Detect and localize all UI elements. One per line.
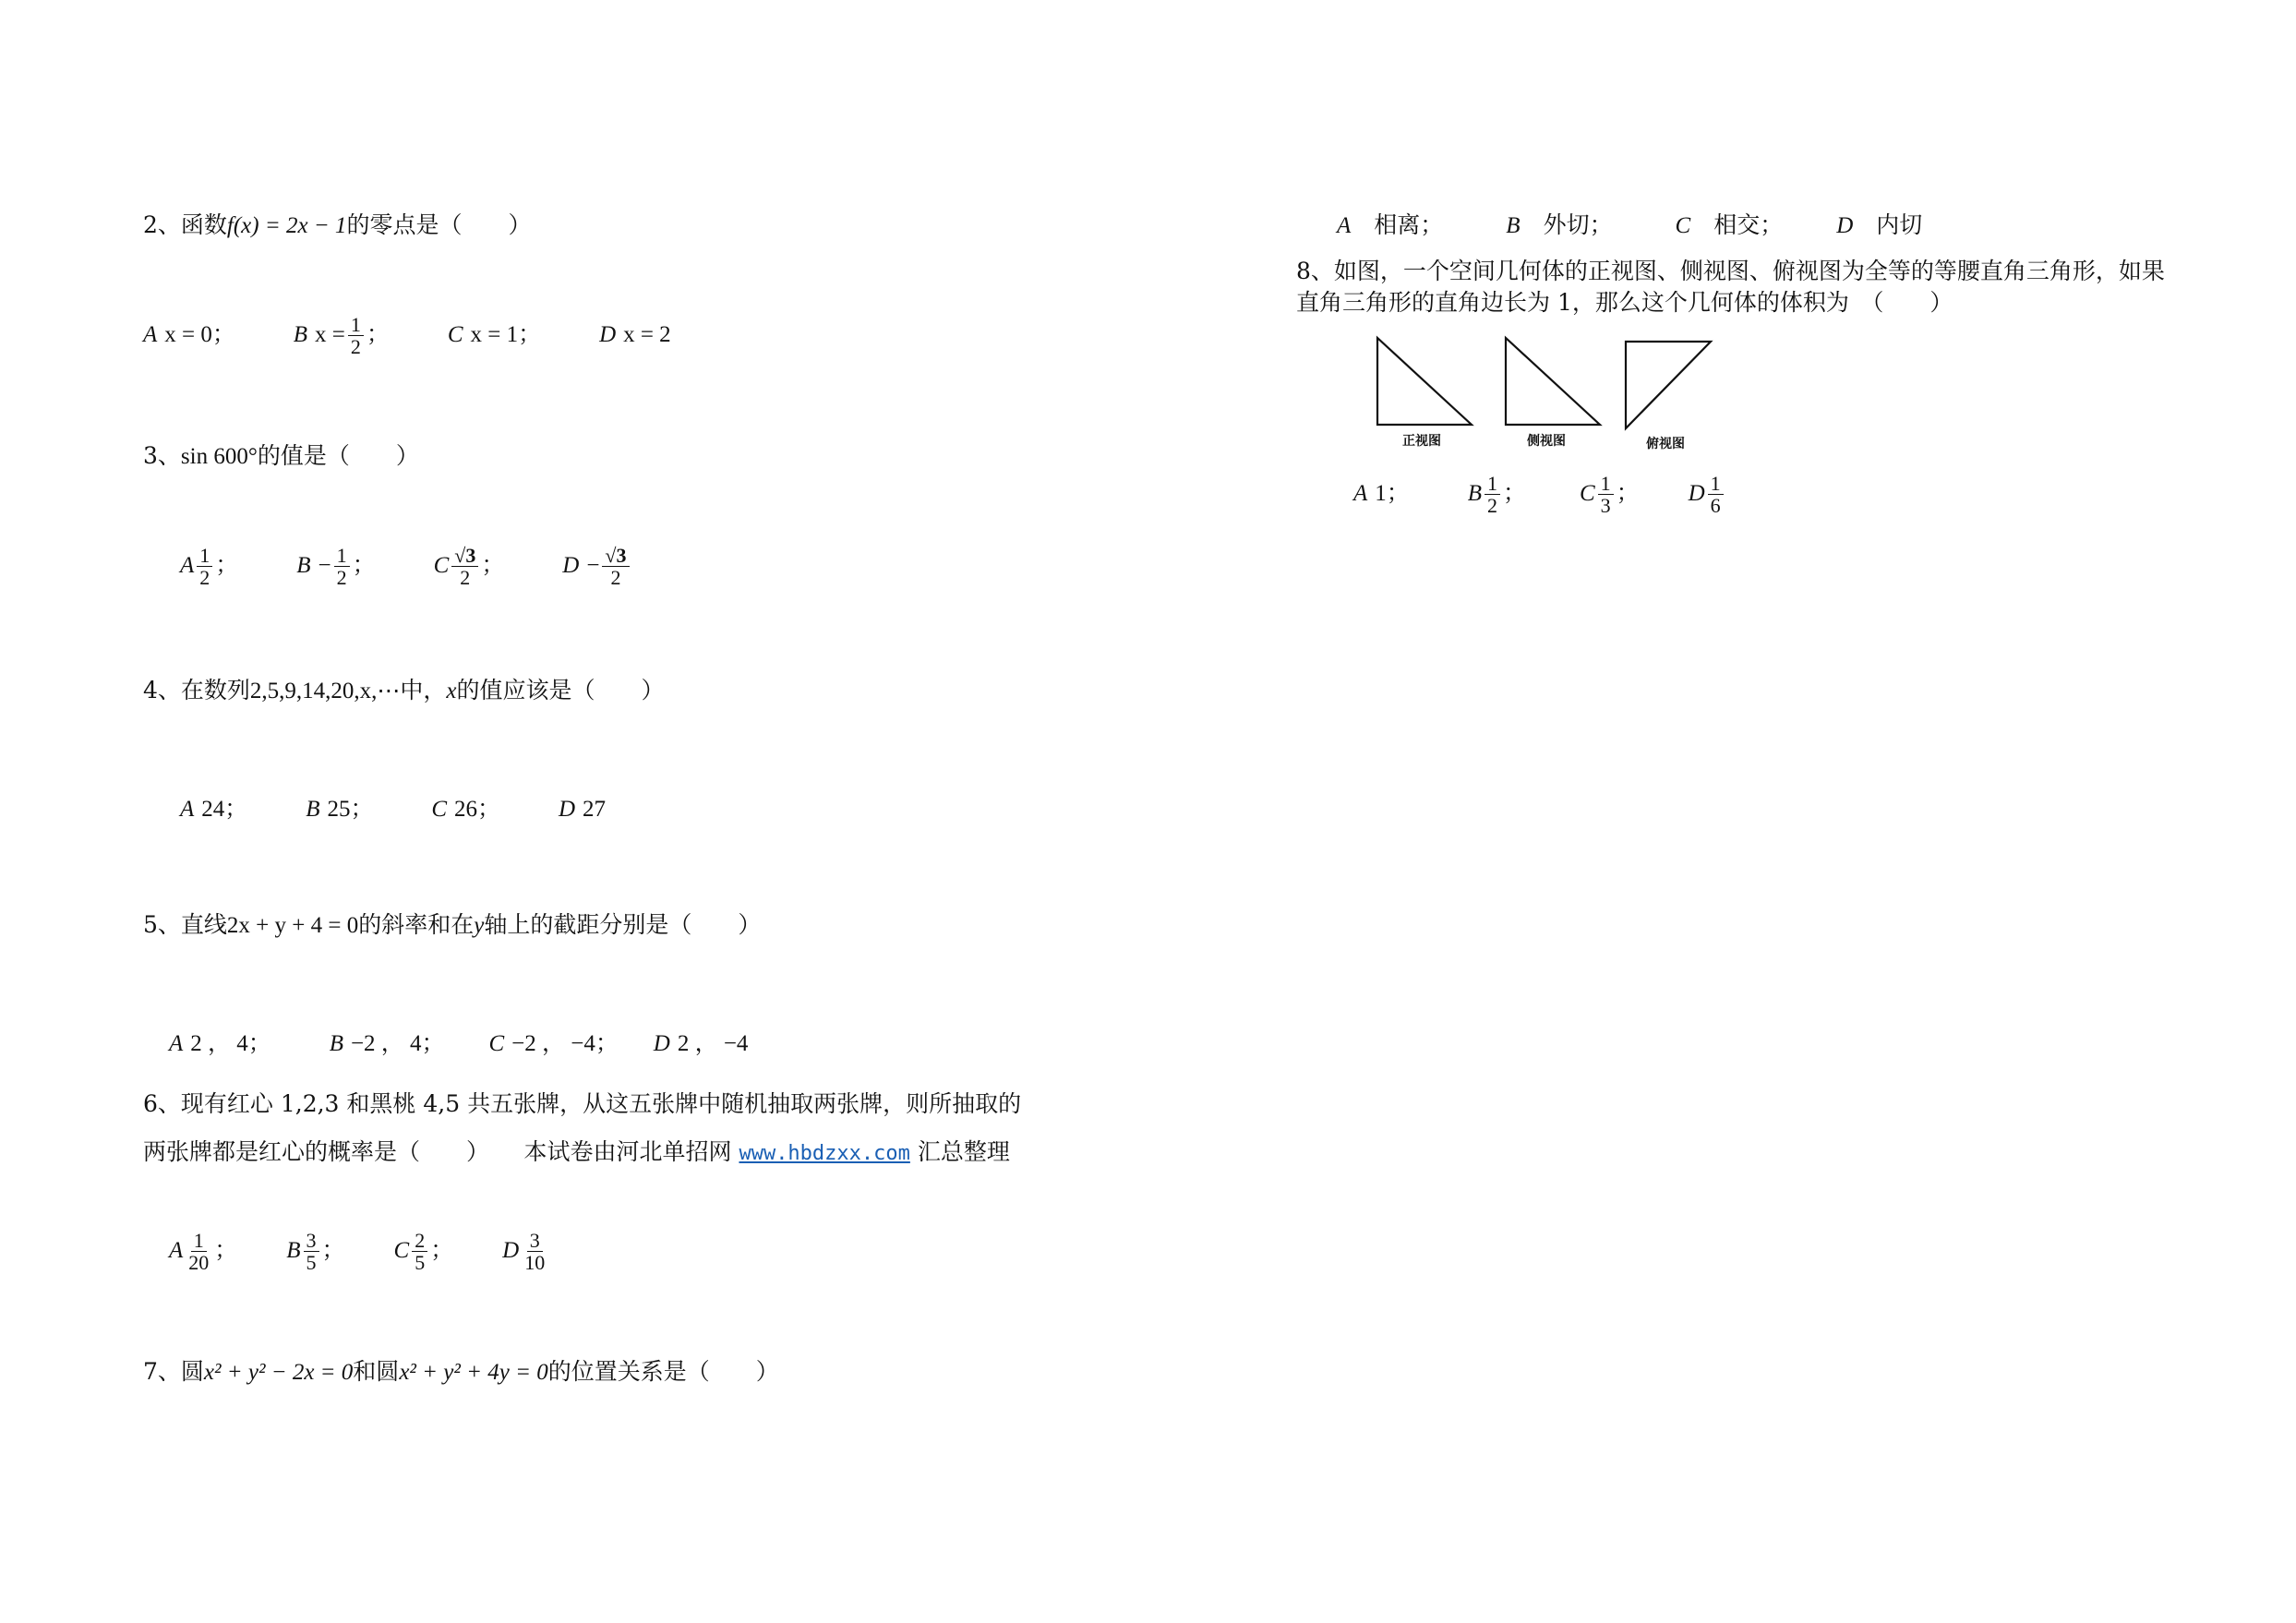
q6-option-b-fraction: $\frac{3}{5}$: [304, 1230, 319, 1273]
q6-stem-line2: 两张牌都是红心的概率是（ ） 本试卷由河北单招网 www.hbdzxx.com 汇总整理: [143, 1138, 1010, 1165]
q3-option-c[interactable]: C $\frac{√3}{2}$ ；: [433, 544, 505, 590]
q2-option-d[interactable]: D x = 2: [599, 322, 671, 348]
q8-option-c-fraction: $\frac{1}{3}$: [1598, 473, 1614, 516]
q5-stem: 5、直线2x + y + 4 = 0的斜率和在y轴上的截距分别是（ ）: [143, 911, 762, 938]
q4-options: [180, 794, 606, 824]
q5-equation: 2x + y + 4 = 0: [226, 913, 359, 938]
q6-option-d-fraction: $\frac{3}{10}$: [524, 1229, 546, 1275]
q2-function: f(x) = 2x − 1: [226, 213, 347, 238]
q3-option-b-fraction: $\frac{1}{2}$: [334, 545, 350, 588]
q8-stem-line2: 直角三角形的直角边长为 1，那么这个几何体的体积为 （ ）: [1296, 289, 1953, 316]
q2-options: [143, 314, 671, 357]
q2-option-c[interactable]: C x = 1；: [447, 322, 542, 348]
q7-options: [1337, 210, 1922, 240]
q8-option-a[interactable]: A 1；: [1353, 481, 1410, 507]
q8-option-d[interactable]: D $\frac{1}{6}$: [1689, 473, 1726, 516]
q7-circle-2-equation: x² + y² + 4y = 0: [399, 1360, 548, 1385]
q3-option-a-fraction: $\frac{1}{2}$: [197, 545, 212, 588]
q8-option-b-fraction: $\frac{1}{2}$: [1485, 473, 1500, 516]
top-view-label: 俯视图: [1646, 437, 1685, 451]
q7-option-b[interactable]: B 外切；: [1506, 211, 1613, 238]
q8-stem-line1: 8、如图，一个空间几何体的正视图、侧视图、俯视图为全等的等腰直角三角形，如果: [1296, 258, 2165, 284]
q3-option-d-fraction: $\frac{√3}{2}$: [602, 545, 629, 588]
q6-options: [169, 1230, 550, 1273]
q6-option-c-fraction: $\frac{2}{5}$: [412, 1230, 427, 1273]
q3-option-b[interactable]: B − $\frac{1}{2}$ ；: [296, 544, 376, 590]
source-link[interactable]: www.hbdzxx.com: [739, 1142, 910, 1165]
q6-stem-line1: 6、现有红心 1,2,3 和黑桃 4,5 共五张牌，从这五张牌中随机抽取两张牌，则所抽取的: [143, 1090, 1022, 1117]
q5-option-b[interactable]: B −2 ， 4；: [329, 1031, 445, 1056]
q8-option-b[interactable]: B $\frac{1}{2}$ ；: [1467, 472, 1526, 518]
q3-expression: sin 600°: [180, 444, 258, 469]
q3-options: [180, 545, 632, 588]
q2-option-b-fraction: $\frac{1}{2}$: [348, 314, 364, 357]
q5-option-d[interactable]: D 2 ， −4: [653, 1031, 749, 1056]
q3-stem: 3、sin 600°的值是（ ）: [143, 442, 419, 469]
q7-stem: 7、圆x² + y² − 2x = 0和圆x² + y² + 4y = 0的位置关系是（ ）: [143, 1358, 779, 1385]
q6-option-b[interactable]: B $\frac{3}{5}$ ；: [286, 1229, 345, 1275]
q6-option-c[interactable]: C $\frac{2}{5}$ ；: [393, 1229, 454, 1275]
q3-option-c-fraction: $\frac{√3}{2}$: [451, 545, 478, 588]
q8-options: [1353, 473, 1726, 516]
q4-sequence: 2,5,9,14,20,x,⋯: [249, 679, 401, 703]
q2-stem: 2、函数f(x) = 2x − 1的零点是（ ）: [143, 211, 532, 238]
q7-circle-1-equation: x² + y² − 2x = 0: [203, 1360, 354, 1385]
q6-option-a[interactable]: A $\frac{1}{20}$ ；: [169, 1229, 238, 1275]
front-view-label: 正视图: [1402, 434, 1441, 449]
q5-option-c[interactable]: C −2 ， −4；: [488, 1031, 619, 1056]
q4-option-d[interactable]: D 27: [559, 797, 607, 822]
front-view-triangle: [1376, 336, 1477, 428]
q2-option-b[interactable]: B x = $\frac{1}{2}$ ；: [293, 313, 390, 359]
q5-option-a[interactable]: A 2 ， 4；: [169, 1031, 271, 1056]
q6-option-a-fraction: $\frac{1}{20}$: [188, 1229, 210, 1275]
q8-option-d-fraction: $\frac{1}{6}$: [1708, 473, 1724, 516]
q7-option-a[interactable]: A 相离；: [1337, 211, 1444, 238]
q3-option-d[interactable]: D − $\frac{√3}{2}$: [562, 545, 631, 588]
top-view-triangle: [1624, 340, 1716, 432]
q7-option-d[interactable]: D 内切: [1836, 211, 1923, 238]
q6-option-d[interactable]: D $\frac{3}{10}$: [502, 1230, 550, 1273]
q4-stem: 4、在数列2,5,9,14,20,x,⋯中，x的值应该是（ ）: [143, 677, 665, 703]
side-view-triangle: [1504, 336, 1605, 428]
side-view-label: 侧视图: [1527, 434, 1566, 449]
q8-option-c[interactable]: C $\frac{1}{3}$ ；: [1579, 472, 1640, 518]
q4-option-a[interactable]: A 24；: [180, 797, 248, 822]
q3-option-a[interactable]: A $\frac{1}{2}$ ；: [180, 544, 239, 590]
q5-options: [169, 1028, 748, 1058]
q4-option-c[interactable]: C 26；: [431, 797, 501, 822]
q4-option-b[interactable]: B 25；: [306, 797, 374, 822]
q2-option-a[interactable]: A x = 0；: [143, 322, 235, 348]
q7-option-c[interactable]: C 相交；: [1675, 211, 1784, 238]
